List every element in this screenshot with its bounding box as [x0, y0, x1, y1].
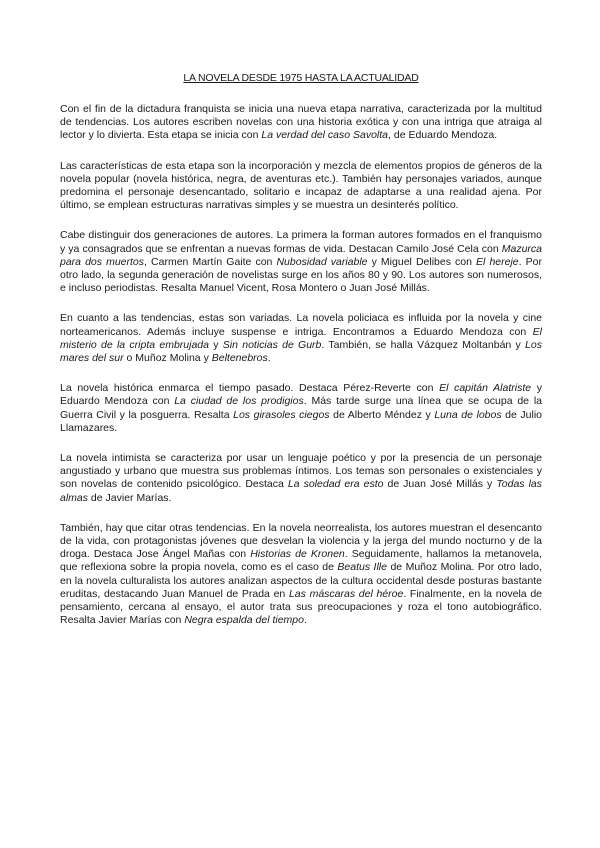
text-run: . También, se halla Vázquez Moltanbán y [321, 338, 526, 351]
text-run: y Miguel Delibes con [367, 255, 477, 268]
text-run: Cabe distinguir dos generaciones de autores. La primera la forman autores formados en el franquismo y ya consagrados que se enfrentan a nuevas formas de vida. Destacan Camilo José Cela con [60, 229, 542, 255]
paragraph [60, 452, 542, 505]
text-run: Las características de esta etapa son la incorporación y mezcla de elementos propios de géneros de la novela popular (novela histórica, negra, de aventuras etc.). También hay personajes variados, aunque predomina el personaje desencantado, solitario e incapaz de adaptarse a una realidad ajena. Por último, se emplean estructuras narrativas simples y se muestra un desinterés político. [60, 159, 542, 212]
book-title: Historias de Kronen [250, 548, 345, 561]
paragraph [60, 103, 542, 143]
text-run: . [303, 614, 307, 627]
book-title: Los girasoles ciegos [233, 408, 330, 421]
text-run: En cuanto a las tendencias, estas son variadas. La novela policiaca es influida por la novela y cine norteamericanos. Además incluye suspense e intriga. Encontramos a Eduardo Mendoza con [60, 312, 542, 338]
text-run: . Seguidamente, hallamos la metanovela, que reflexiona sobre la propia novela, como es el caso de [60, 548, 542, 574]
text-run: . Por otro lado, la segunda generación de novelistas surge en los años 80 y 90. Los autores son numerosos, e incluso periodistas. Resalta Manuel Vicent, Rosa Montero o Juan José Millás. [60, 255, 542, 295]
book-title: Sin noticias de Gurb [222, 338, 322, 351]
book-title: El hereje [476, 255, 519, 268]
text-run: También, hay que citar otras tendencias. En la novela neorrealista, los autores muestran el desencanto de la vida, con protagonistas jóvenes que desvelan la violencia y la jerga del mundo nocturno y de la droga. Destaca Jose Ángel Mañas con [60, 521, 542, 561]
text-run: de Julio Llamazares. [60, 408, 542, 434]
text-run: La novela intimista se caracteriza por usar un lenguaje poético y por la presencia de un personaje angustiado y urbano que muestra sus problemas íntimos. Los temas son personales o existenciales y son novelas de contenido psicológico. Destaca [60, 452, 542, 491]
book-title: La ciudad de los prodigios [174, 395, 304, 408]
text-run: de Muñoz Molina. Por otro lado, en la novela culturalista los autores analizan aspectos de la cultura occidental desde posturas bastante eruditas, destacando Juan Manuel de Prada en [60, 561, 542, 600]
book-title: Todas las almas [60, 478, 542, 504]
text-run: de Javier Marías. [88, 491, 172, 504]
book-title: Luna de lobos [434, 408, 502, 421]
book-title: Beltenebros [211, 352, 268, 365]
text-run: , de Eduardo Mendoza. [388, 129, 498, 142]
text-run: de Alberto Méndez y [329, 408, 435, 421]
book-title: Las máscaras del héroe [288, 587, 404, 600]
document-body [60, 103, 542, 628]
paragraph [60, 160, 542, 213]
paragraph [60, 312, 542, 365]
text-run: , Carmen Martín Gaite con [144, 255, 277, 268]
text-run: . Finalmente, en la novela de pensamiento, cercana al ensayo, el autor trata sus preocupaciones y roza el tono autobiográfico. Resalta Javier Marías con [60, 587, 543, 627]
document-title: LA NOVELA DESDE 1975 HASTA LA ACTUALIDAD [183, 72, 419, 84]
text-run: Con el fin de la dictadura franquista se inicia una nueva etapa narrativa, caracterizada por la multitud de tendencias. Los autores escriben novelas con una historia exótica y con una intriga que atraiga al lector y lo divierta. Esta etapa se inicia con [60, 103, 542, 142]
book-title: La soledad era esto [287, 478, 384, 491]
text-run: de Juan José Millás y [383, 478, 497, 491]
paragraph [60, 382, 542, 435]
paragraph [60, 522, 542, 628]
text-run: y Eduardo Mendoza con [60, 382, 543, 408]
book-title: Nubosidad variable [276, 255, 368, 268]
book-title: El misterio de la cripta embrujada [60, 325, 542, 351]
text-run: La novela histórica enmarca el tiempo pasado. Destaca Pérez-Reverte con [60, 382, 440, 395]
text-run: . [267, 352, 271, 365]
paragraph [60, 229, 542, 295]
text-run: y [208, 338, 223, 351]
book-title: Los mares del sur [60, 338, 542, 365]
book-title: El capitán Alatriste [439, 382, 532, 395]
book-title: La verdad del caso Savolta [261, 129, 389, 142]
text-run: . Más tarde surge una línea que se ocupa de la Guerra Civil y la posguerra. Resalta [60, 395, 542, 421]
book-title: Negra espalda del tiempo [184, 614, 304, 627]
book-title: Mazurca para dos muertos [60, 242, 542, 268]
book-title: Beatus Ille [337, 561, 387, 574]
text-run: o Muñoz Molina y [123, 352, 212, 365]
